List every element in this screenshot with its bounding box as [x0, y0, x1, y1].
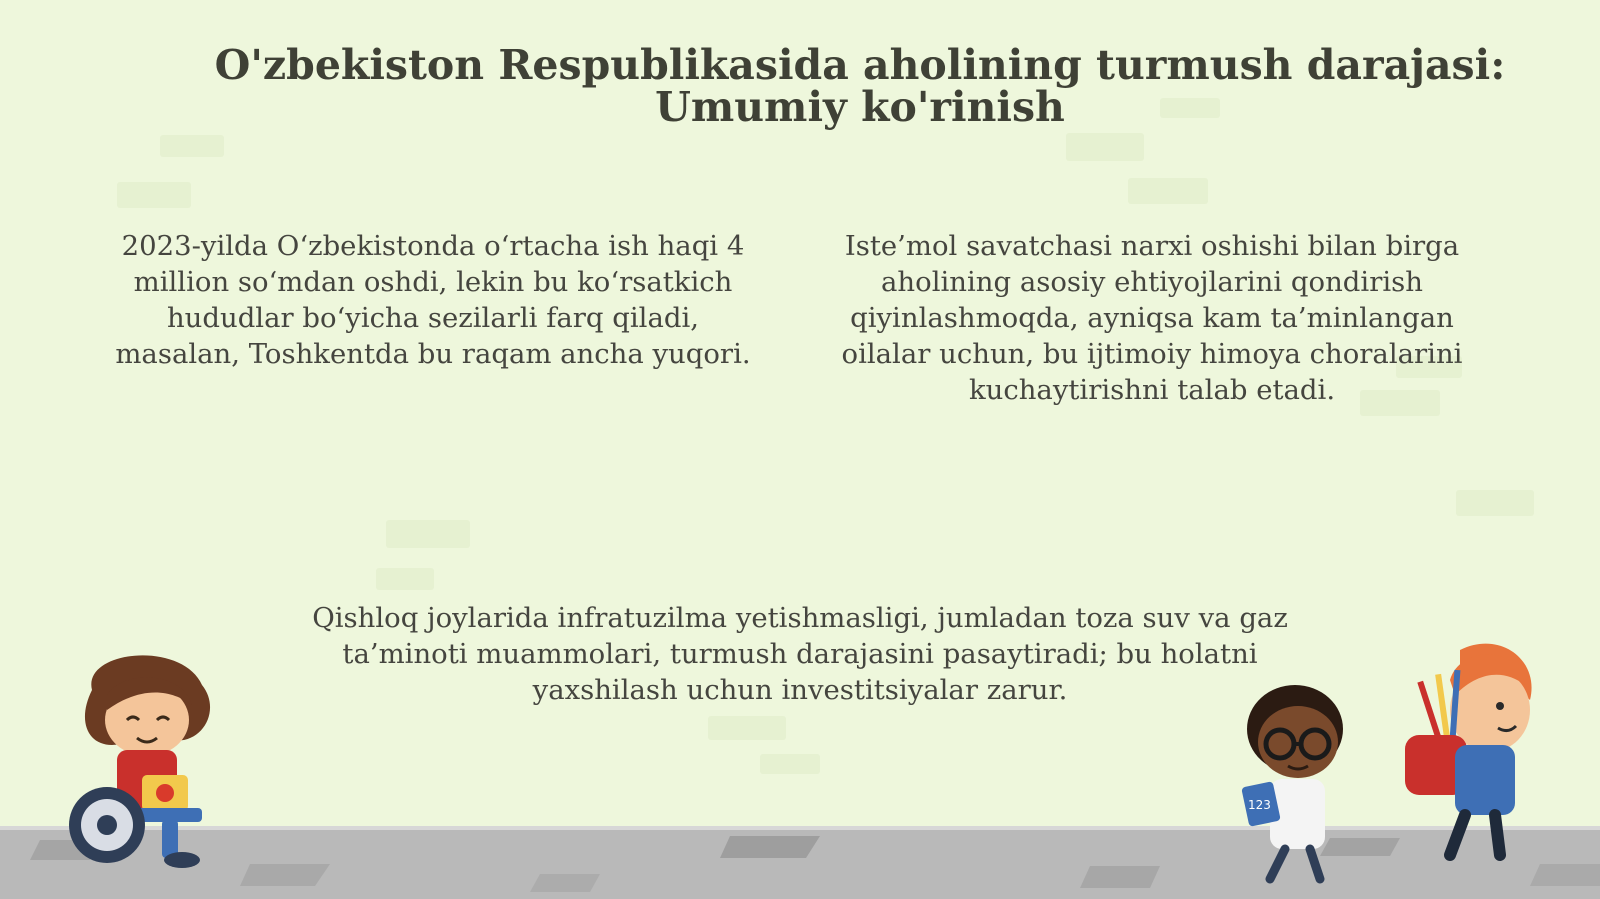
background-patch — [160, 135, 224, 157]
background-patch — [1456, 490, 1534, 516]
background-patch — [376, 568, 434, 590]
background-patch — [708, 716, 786, 740]
background-patch — [386, 520, 470, 548]
boy-with-glasses-illustration — [1240, 684, 1375, 884]
background-patch — [1066, 133, 1144, 161]
boy-with-backpack-illustration — [1400, 640, 1550, 870]
paragraph-left: 2023-yilda O‘zbekistonda o‘rtacha ish haqi 4 million so‘mdan oshdi, lekin bu ko‘rsatkich hududlar bo‘yicha sezilarli farq qiladi, masalan, Toshkentda bu raqam ancha yuqori. — [115, 230, 751, 370]
paragraph-bottom: Qishloq joylarida infratuzilma yetishmasligi, jumladan toza suv va gaz ta’minoti muammolari, turmush darajasini pasaytiradi; bu holatni yaxshilash uchun investitsiyalar zarur. — [312, 602, 1288, 706]
girl-in-wheelchair-illustration — [52, 650, 242, 875]
background-patch — [117, 182, 191, 208]
background-patch — [1128, 178, 1208, 204]
svg-text:123: 123 — [1248, 798, 1271, 812]
paragraph-right: Iste’mol savatchasi narxi oshishi bilan birga aholining asosiy ehtiyojlarini qondirish qiyinlashmoqda, ayniqsa kam ta’minlangan oilalar uchun, bu ijtimoiy himoya choralarini kuchaytirishni talab etadi. — [841, 230, 1463, 406]
background-patch — [760, 754, 820, 774]
slide-title: O'zbekiston Respublikasida aholining turmush darajasi: Umumiy ko'rinish — [214, 41, 1506, 131]
